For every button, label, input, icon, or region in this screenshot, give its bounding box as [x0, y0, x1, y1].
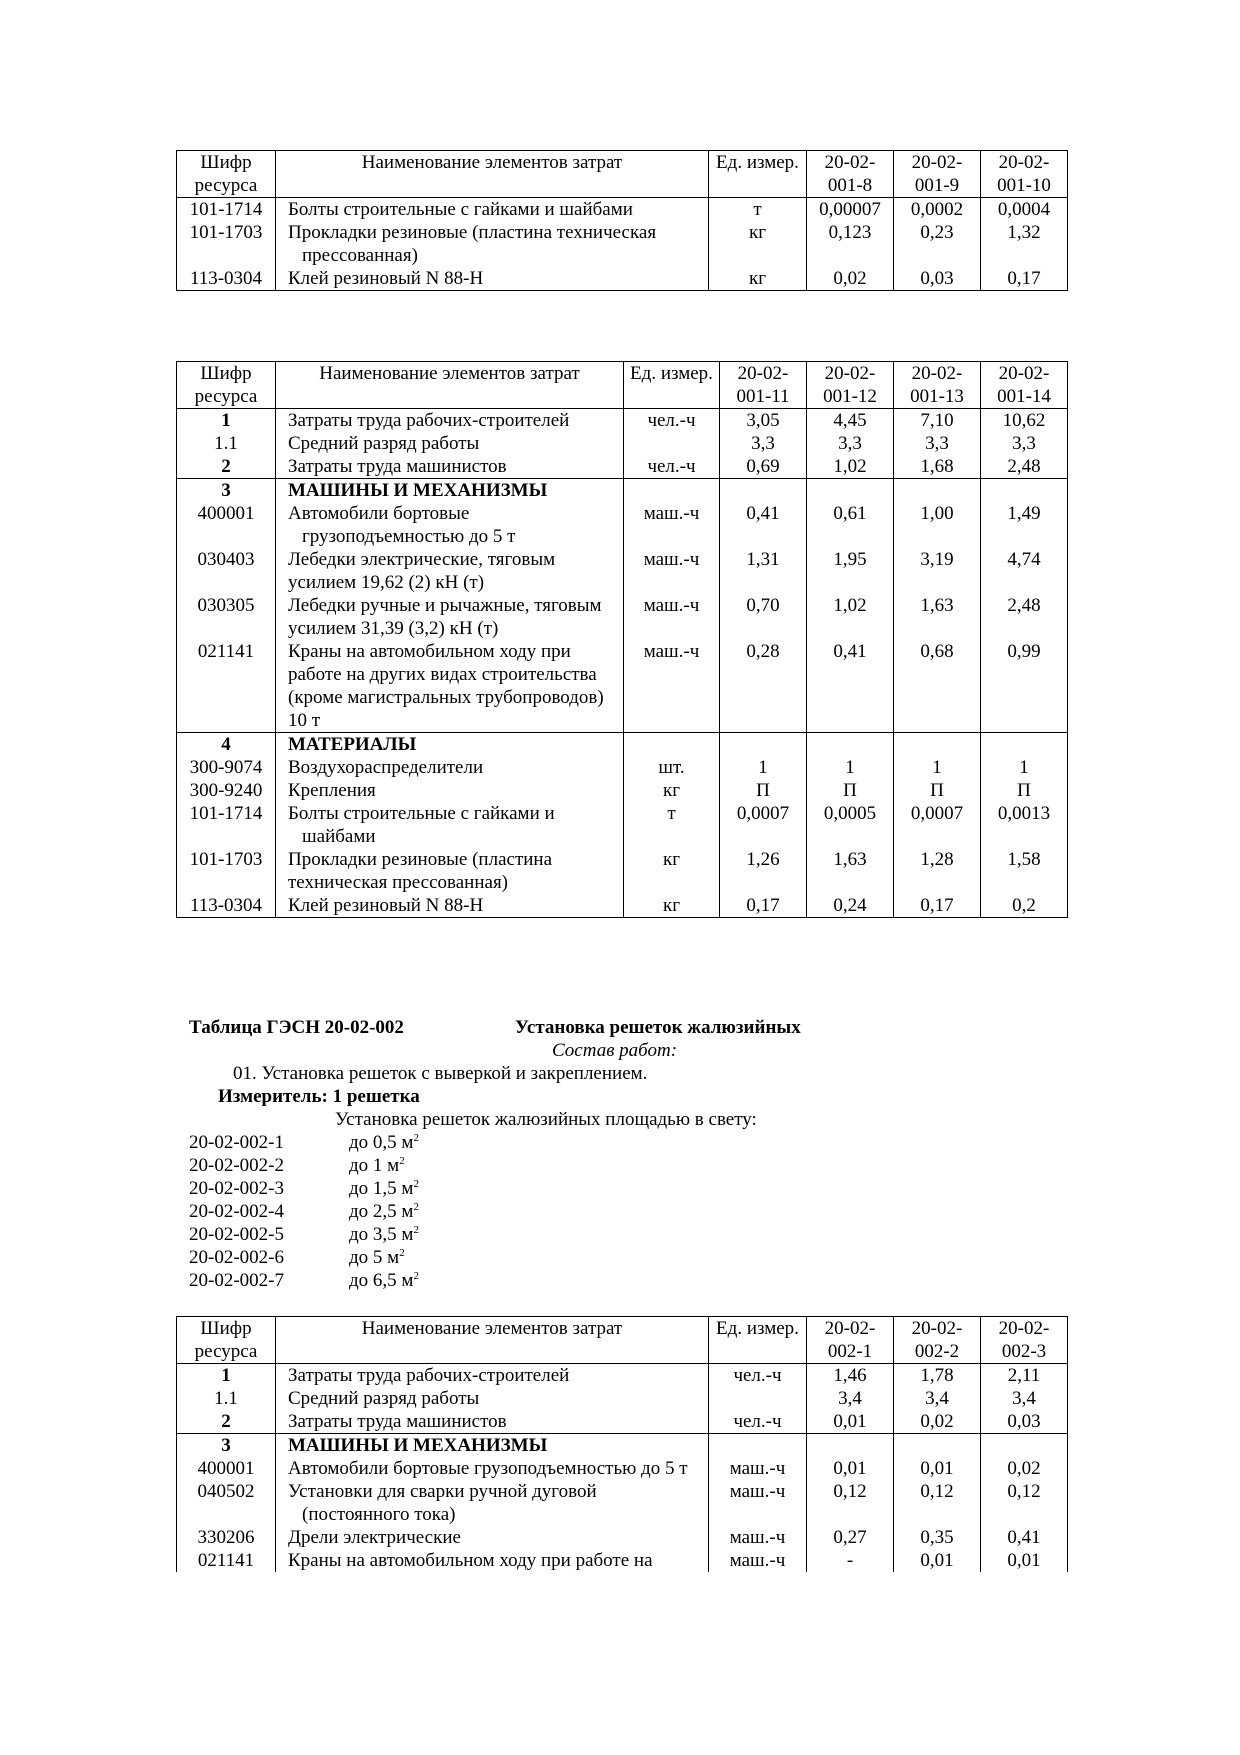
row-value: [981, 479, 1068, 503]
table-section-row: [177, 1434, 1068, 1458]
row-unit: чел.-ч: [709, 1410, 807, 1434]
row-value: П: [981, 779, 1068, 802]
row-code: 101-1703: [177, 848, 276, 894]
row-unit: кг: [709, 267, 807, 291]
row-value: 0,70: [720, 594, 807, 640]
header-col: 20-02-002-2: [894, 1317, 981, 1364]
row-value: 0,02: [894, 1410, 981, 1434]
table-row: [177, 455, 1068, 479]
row-name: Крепления: [276, 779, 624, 802]
row-value: П: [807, 779, 894, 802]
row-unit: чел.-ч: [624, 455, 720, 479]
area-code: 20-02-002-1: [189, 1132, 284, 1153]
row-code: 300-9240: [177, 779, 276, 802]
row-value: 0,12: [894, 1480, 981, 1526]
row-value: [894, 479, 981, 503]
row-name: Клей резиновый N 88-Н: [276, 894, 624, 918]
row-value: 1,63: [807, 848, 894, 894]
row-code: 030403: [177, 548, 276, 594]
table-title: Установка решеток жалюзийных: [515, 1017, 801, 1038]
row-code: 040502: [177, 1480, 276, 1526]
row-value: 0,24: [807, 894, 894, 918]
section-title: МАТЕРИАЛЫ: [276, 733, 624, 757]
table-header-row: [177, 1317, 1068, 1364]
row-value: [894, 733, 981, 757]
area-code: 20-02-002-3: [189, 1178, 284, 1199]
row-unit: [624, 432, 720, 455]
row-unit: [624, 733, 720, 757]
header-col: 20-02-001-11: [720, 362, 807, 409]
section-title: МАШИНЫ И МЕХАНИЗМЫ: [276, 479, 624, 503]
row-value: [807, 1434, 894, 1458]
table-section-row: [177, 479, 1068, 503]
row-value: [981, 1434, 1068, 1458]
row-value: 0,03: [894, 267, 981, 291]
table-row: [177, 594, 1068, 640]
row-value: 1,32: [981, 221, 1068, 267]
row-code: 4: [177, 733, 276, 757]
row-value: [720, 479, 807, 503]
row-name: Затраты труда рабочих-строителей: [276, 1364, 709, 1388]
header-col: 20-02-001-9: [894, 151, 981, 198]
row-value: 0,27: [807, 1526, 894, 1549]
row-name: Прокладки резиновые (пластина техническая прессованная): [276, 848, 624, 894]
header-col: 20-02-002-3: [981, 1317, 1068, 1364]
area-value: до 1,5 $м^2$: [349, 1178, 419, 1199]
row-value: 0,00007: [807, 198, 894, 222]
row-unit: [709, 1434, 807, 1458]
row-value: 0,01: [894, 1549, 981, 1572]
row-value: 1,68: [894, 455, 981, 479]
row-code: 400001: [177, 1457, 276, 1480]
row-code: 021141: [177, 1549, 276, 1572]
row-unit: чел.-ч: [624, 409, 720, 433]
area-code: 20-02-002-2: [189, 1155, 284, 1176]
row-value: -: [807, 1549, 894, 1572]
header-col: 20-02-001-13: [894, 362, 981, 409]
work-title: Состав работ:: [552, 1040, 678, 1061]
area-value: до 2,5 $м^2$: [349, 1201, 419, 1222]
row-value: 1,78: [894, 1364, 981, 1388]
work-item: 01. Установка решеток с выверкой и закреплением.: [233, 1063, 648, 1084]
header-unit: Ед. измер.: [709, 151, 807, 198]
meter-label: Измеритель: 1 решетка: [218, 1086, 420, 1107]
row-code: 400001: [177, 502, 276, 548]
row-unit: чел.-ч: [709, 1364, 807, 1388]
table-section-row: [177, 733, 1068, 757]
header-code: Шифр ресурса: [177, 362, 276, 409]
header-col: 20-02-001-10: [981, 151, 1068, 198]
row-value: 0,41: [981, 1526, 1068, 1549]
row-value: П: [720, 779, 807, 802]
row-value: 0,17: [981, 267, 1068, 291]
row-code: 101-1714: [177, 802, 276, 848]
table-row: [177, 640, 1068, 733]
row-name: Лебедки ручные и рычажные, тяговым усилием 31,39 (3,2) кН (т): [276, 594, 624, 640]
table-header-row: [177, 151, 1068, 198]
header-name: Наименование элементов затрат: [276, 362, 624, 409]
row-value: 1,02: [807, 455, 894, 479]
row-name: Установки для сварки ручной дуговой (постоянного тока): [276, 1480, 709, 1526]
table-row: [177, 1387, 1068, 1410]
area-intro: Установка решеток жалюзийных площадью в свету:: [335, 1109, 757, 1130]
row-value: 3,3: [894, 432, 981, 455]
row-unit: [624, 479, 720, 503]
row-value: 1,31: [720, 548, 807, 594]
row-code: 030305: [177, 594, 276, 640]
row-value: 3,3: [720, 432, 807, 455]
row-value: 0,0002: [894, 198, 981, 222]
row-value: [807, 479, 894, 503]
table-label: Таблица ГЭСН 20-02-002: [189, 1017, 404, 1038]
row-code: 1.1: [177, 432, 276, 455]
table-row: [177, 1410, 1068, 1434]
section-title: МАШИНЫ И МЕХАНИЗМЫ: [276, 1434, 709, 1458]
row-value: 1: [720, 756, 807, 779]
row-unit: маш.-ч: [624, 594, 720, 640]
row-value: 3,3: [981, 432, 1068, 455]
row-value: 3,19: [894, 548, 981, 594]
row-value: 0,41: [720, 502, 807, 548]
area-value: до 3,5 $м^2$: [349, 1224, 419, 1245]
row-value: 3,4: [981, 1387, 1068, 1410]
row-code: 113-0304: [177, 894, 276, 918]
row-code: 300-9074: [177, 756, 276, 779]
row-value: 3,4: [807, 1387, 894, 1410]
row-code: 2: [177, 455, 276, 479]
row-code: 1.1: [177, 1387, 276, 1410]
row-unit: т: [709, 198, 807, 222]
row-value: 0,61: [807, 502, 894, 548]
row-name: Прокладки резиновые (пластина техническая прессованная): [276, 221, 709, 267]
row-value: 0,02: [807, 267, 894, 291]
row-value: 1,49: [981, 502, 1068, 548]
table-row: [177, 1480, 1068, 1526]
row-code: 1: [177, 409, 276, 433]
row-value: 3,3: [807, 432, 894, 455]
area-code: 20-02-002-6: [189, 1247, 284, 1268]
header-col: 20-02-001-8: [807, 151, 894, 198]
row-value: 10,62: [981, 409, 1068, 433]
row-name: Клей резиновый N 88-Н: [276, 267, 709, 291]
table-row: [177, 198, 1068, 222]
row-value: 0,03: [981, 1410, 1068, 1434]
row-value: 1,63: [894, 594, 981, 640]
row-value: 0,41: [807, 640, 894, 733]
row-value: 0,123: [807, 221, 894, 267]
row-value: 1,95: [807, 548, 894, 594]
area-value: до 6,5 $м^2$: [349, 1270, 419, 1291]
row-name: Затраты труда рабочих-строителей: [276, 409, 624, 433]
row-name: Болты строительные с гайками и шайбами: [276, 802, 624, 848]
row-name: Затраты труда машинистов: [276, 1410, 709, 1434]
row-value: 3,05: [720, 409, 807, 433]
row-value: 0,69: [720, 455, 807, 479]
resource-table-1: [176, 150, 1068, 291]
row-code: 113-0304: [177, 267, 276, 291]
row-value: 1,28: [894, 848, 981, 894]
row-value: 0,35: [894, 1526, 981, 1549]
row-unit: кг: [624, 848, 720, 894]
row-value: 1,46: [807, 1364, 894, 1388]
row-unit: маш.-ч: [709, 1549, 807, 1572]
header-code: Шифр ресурса: [177, 1317, 276, 1364]
header-name: Наименование элементов затрат: [276, 1317, 709, 1364]
header-col: 20-02-001-14: [981, 362, 1068, 409]
row-value: 2,48: [981, 455, 1068, 479]
area-code: 20-02-002-5: [189, 1224, 284, 1245]
row-name: Воздухораспределители: [276, 756, 624, 779]
row-value: 7,10: [894, 409, 981, 433]
row-code: 1: [177, 1364, 276, 1388]
row-value: [981, 733, 1068, 757]
row-code: 021141: [177, 640, 276, 733]
row-unit: [709, 1387, 807, 1410]
row-value: П: [894, 779, 981, 802]
area-value: до 0,5 $м^2$: [349, 1132, 419, 1153]
row-value: 4,45: [807, 409, 894, 433]
row-value: 1: [981, 756, 1068, 779]
row-value: 1,26: [720, 848, 807, 894]
row-code: 101-1703: [177, 221, 276, 267]
table-header-row: [177, 362, 1068, 409]
row-value: 0,99: [981, 640, 1068, 733]
table-row: [177, 779, 1068, 802]
table-row: [177, 432, 1068, 455]
table-row: [177, 848, 1068, 894]
area-code: 20-02-002-4: [189, 1201, 284, 1222]
row-value: 0,2: [981, 894, 1068, 918]
row-name: Автомобили бортовые грузоподъемностью до 5 т: [276, 1457, 709, 1480]
row-value: 0,01: [894, 1457, 981, 1480]
row-value: 0,28: [720, 640, 807, 733]
row-value: 0,0013: [981, 802, 1068, 848]
area-value: до 1 $м^2$: [349, 1155, 405, 1176]
row-unit: маш.-ч: [709, 1526, 807, 1549]
row-value: 0,0007: [894, 802, 981, 848]
row-code: 2: [177, 1410, 276, 1434]
row-name: Краны на автомобильном ходу при работе на: [276, 1549, 709, 1572]
row-code: 101-1714: [177, 198, 276, 222]
row-unit: шт.: [624, 756, 720, 779]
row-name: Средний разряд работы: [276, 432, 624, 455]
row-value: [894, 1434, 981, 1458]
row-value: 1: [807, 756, 894, 779]
row-value: 0,23: [894, 221, 981, 267]
table-row: [177, 894, 1068, 918]
table-row: [177, 221, 1068, 267]
row-value: 0,01: [807, 1410, 894, 1434]
row-unit: кг: [709, 221, 807, 267]
row-unit: т: [624, 802, 720, 848]
row-unit: маш.-ч: [709, 1457, 807, 1480]
table-row: [177, 802, 1068, 848]
resource-table-3: [176, 1316, 1068, 1572]
row-name: Болты строительные с гайками и шайбами: [276, 198, 709, 222]
header-name: Наименование элементов затрат: [276, 151, 709, 198]
table-row: [177, 502, 1068, 548]
row-name: Краны на автомобильном ходу при работе на других видах строительства (кроме магистральных трубопроводов) 10 т: [276, 640, 624, 733]
row-code: 3: [177, 1434, 276, 1458]
row-value: 0,01: [981, 1549, 1068, 1572]
row-value: 0,0004: [981, 198, 1068, 222]
table-row: [177, 1549, 1068, 1572]
row-unit: кг: [624, 779, 720, 802]
header-col: 20-02-001-12: [807, 362, 894, 409]
row-unit: маш.-ч: [624, 640, 720, 733]
row-value: 1,00: [894, 502, 981, 548]
row-code: 330206: [177, 1526, 276, 1549]
row-value: 0,17: [720, 894, 807, 918]
table-row: [177, 1526, 1068, 1549]
header-unit: Ед. измер.: [624, 362, 720, 409]
row-value: 0,68: [894, 640, 981, 733]
table-row: [177, 409, 1068, 433]
row-value: 0,12: [981, 1480, 1068, 1526]
row-value: 2,11: [981, 1364, 1068, 1388]
row-value: [807, 733, 894, 757]
header-col: 20-02-002-1: [807, 1317, 894, 1364]
area-value: до 5 $м^2$: [349, 1247, 405, 1268]
row-value: 0,0007: [720, 802, 807, 848]
row-value: 0,12: [807, 1480, 894, 1526]
row-unit: кг: [624, 894, 720, 918]
header-unit: Ед. измер.: [709, 1317, 807, 1364]
row-value: 1,02: [807, 594, 894, 640]
row-name: Дрели электрические: [276, 1526, 709, 1549]
row-name: Лебедки электрические, тяговым усилием 19,62 (2) кН (т): [276, 548, 624, 594]
resource-table-2: [176, 361, 1068, 918]
row-unit: маш.-ч: [624, 548, 720, 594]
row-value: 0,0005: [807, 802, 894, 848]
row-value: 1: [894, 756, 981, 779]
row-unit: маш.-ч: [709, 1480, 807, 1526]
row-value: [720, 733, 807, 757]
row-value: 2,48: [981, 594, 1068, 640]
row-code: 3: [177, 479, 276, 503]
area-code: 20-02-002-7: [189, 1270, 284, 1291]
table-row: [177, 756, 1068, 779]
table-row: [177, 1364, 1068, 1388]
table-row: [177, 267, 1068, 291]
row-value: 3,4: [894, 1387, 981, 1410]
row-name: Автомобили бортовые грузоподъемностью до 5 т: [276, 502, 624, 548]
header-code: Шифр ресурса: [177, 151, 276, 198]
row-value: 1,58: [981, 848, 1068, 894]
table-row: [177, 1457, 1068, 1480]
row-value: 0,17: [894, 894, 981, 918]
row-value: 4,74: [981, 548, 1068, 594]
row-name: Средний разряд работы: [276, 1387, 709, 1410]
row-value: 0,01: [807, 1457, 894, 1480]
row-name: Затраты труда машинистов: [276, 455, 624, 479]
table-row: [177, 548, 1068, 594]
row-value: 0,02: [981, 1457, 1068, 1480]
row-unit: маш.-ч: [624, 502, 720, 548]
